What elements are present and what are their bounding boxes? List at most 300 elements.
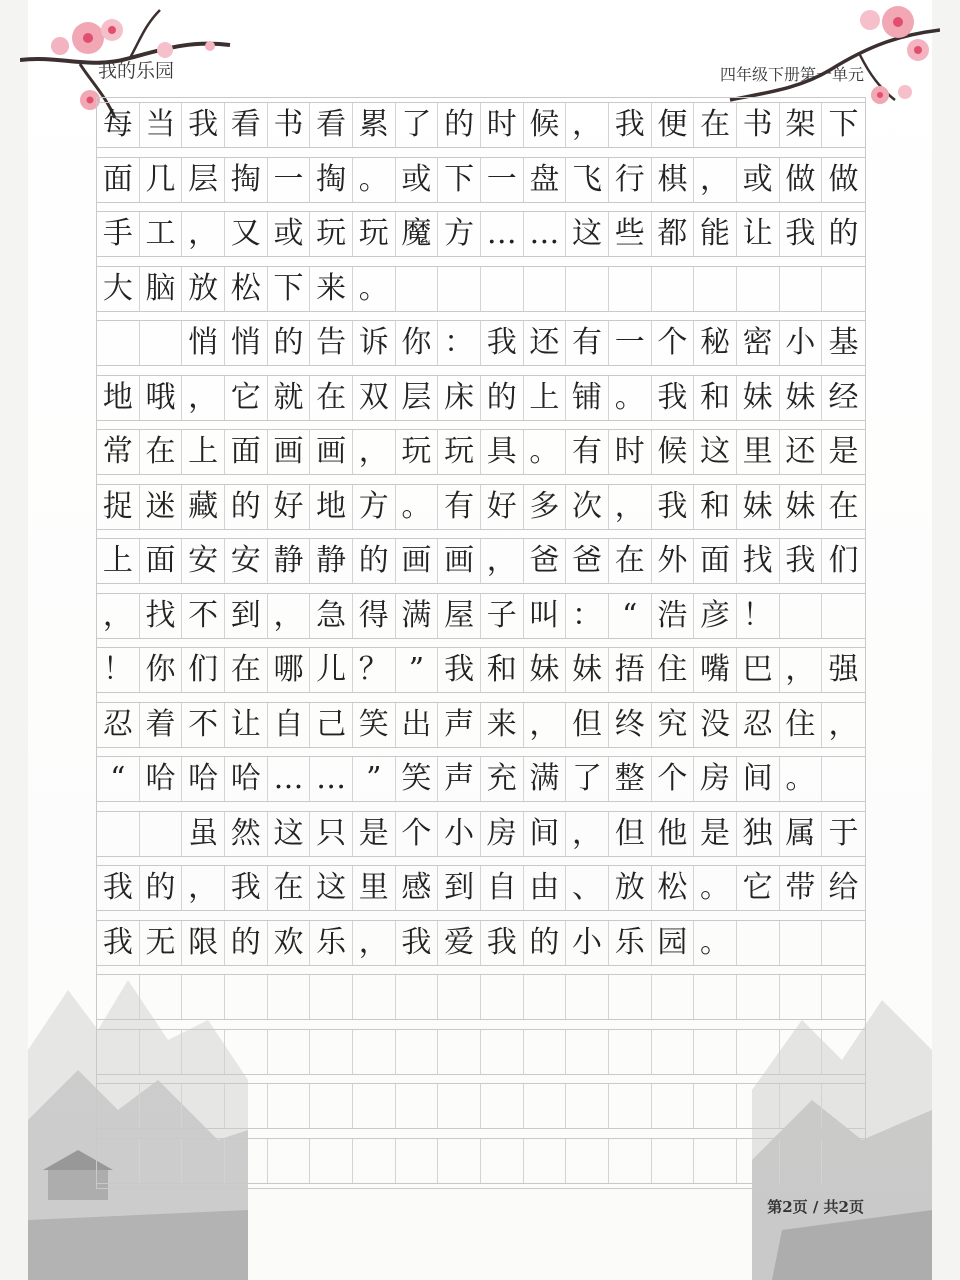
grid-cell: 出 (396, 703, 439, 747)
grid-cell: 是 (353, 812, 396, 856)
grid-row (97, 811, 865, 857)
grid-cell: 诉 (353, 321, 396, 365)
grid-cell: 时 (609, 430, 652, 474)
grid-cell: 不 (182, 703, 225, 747)
grid-cell: 妹 (780, 485, 823, 529)
grid-cell: 由 (524, 866, 567, 910)
grid-cell: 的 (438, 103, 481, 147)
grid-cell: 子 (481, 594, 524, 638)
grid-cell: 终 (609, 703, 652, 747)
grid-cell (822, 757, 865, 801)
grid-cell (780, 1084, 823, 1128)
grid-cell: 密 (737, 321, 780, 365)
grid-cell: 地 (310, 485, 353, 529)
grid-cell: 得 (353, 594, 396, 638)
grid-cell: 我 (481, 321, 524, 365)
grid-cell: 基 (828, 325, 859, 360)
grid-cell (652, 1084, 695, 1128)
grid-cell: 无 (140, 921, 183, 965)
grid-cell: 房 (694, 757, 737, 801)
grid-row (97, 974, 865, 1020)
grid-cell: 找 (737, 539, 780, 583)
grid-cell: ， (566, 103, 609, 147)
grid-cell (481, 1084, 524, 1128)
grid-cell: 们 (828, 543, 859, 578)
grid-cell: 盘 (524, 158, 567, 202)
grid-cell: 虽 (182, 812, 225, 856)
page-indicator: 第2页 / 共2页 (767, 1198, 864, 1216)
grid-cell: 魔 (396, 212, 439, 256)
grid-cell: ” (353, 757, 396, 801)
grid-cell: 下 (828, 107, 859, 142)
grid-row (97, 865, 865, 911)
grid-cell: 候 (524, 103, 567, 147)
grid-cell: 下 (438, 158, 481, 202)
grid-cell: ， (694, 158, 737, 202)
grid-cell: 方 (353, 485, 396, 529)
grid-cell (396, 267, 439, 311)
grid-cell: 次 (566, 485, 609, 529)
grid-cell: … (310, 757, 353, 801)
grid-cell (780, 921, 823, 965)
grid-cell: 我 (780, 212, 823, 256)
grid-cell (694, 975, 737, 1019)
grid-cell (524, 1084, 567, 1128)
grid-cell: 。 (780, 757, 823, 801)
grid-cell: 方 (438, 212, 481, 256)
grid-cell: ， (481, 539, 524, 583)
grid-cell: 间 (524, 812, 567, 856)
grid-cell: 笑 (396, 757, 439, 801)
grid-cell (396, 1139, 439, 1183)
grid-cell (822, 267, 865, 311)
grid-cell (524, 975, 567, 1019)
grid-cell: 妹 (737, 376, 780, 420)
grid-cell (694, 1084, 737, 1128)
grid-cell: 。 (353, 158, 396, 202)
grid-cell: 儿 (310, 648, 353, 692)
grid-cell: 一 (609, 321, 652, 365)
unit-label: 四年级下册第一单元 (719, 65, 864, 84)
grid-cell: 他 (652, 812, 695, 856)
grid-cell: 一 (268, 158, 311, 202)
grid-cell: 就 (268, 376, 311, 420)
grid-cell (225, 975, 268, 1019)
grid-cell (182, 1139, 225, 1183)
grid-cell (737, 1139, 780, 1183)
grid-cell: 乐 (310, 921, 353, 965)
grid-cell: 面 (694, 539, 737, 583)
grid-cell: 又 (225, 212, 268, 256)
grid-cell: 画 (438, 539, 481, 583)
grid-cell: 你 (140, 648, 183, 692)
grid-cell: 感 (396, 866, 439, 910)
grid-cell: 忍 (97, 703, 140, 747)
grid-cell: 当 (140, 103, 183, 147)
grid-cell (566, 267, 609, 311)
grid-cell: 和 (694, 485, 737, 529)
grid-cell: 书 (737, 103, 780, 147)
grid-cell: ！ (97, 648, 140, 692)
grid-cell: 工 (140, 212, 183, 256)
grid-cell (652, 1139, 695, 1183)
grid-cell: 我 (97, 921, 140, 965)
grid-cell: ” (396, 648, 439, 692)
grid-cell: 一 (481, 158, 524, 202)
grid-cell: 我 (652, 376, 695, 420)
grid-cell: 了 (566, 757, 609, 801)
grid-cell: 着 (140, 703, 183, 747)
grid-cell: 行 (609, 158, 652, 202)
grid-cell: 时 (481, 103, 524, 147)
grid-cell (225, 1030, 268, 1074)
grid-cell: 妹 (566, 648, 609, 692)
grid-cell: 这 (310, 866, 353, 910)
grid-cell (353, 1139, 396, 1183)
grid-cell: ， (609, 485, 652, 529)
grid-cell (737, 1030, 780, 1074)
grid-cell: 哈 (140, 757, 183, 801)
grid-cell: 巴 (737, 648, 780, 692)
grid-cell: 的 (268, 321, 311, 365)
grid-cell: 是 (694, 812, 737, 856)
grid-cell: 双 (353, 376, 396, 420)
grid-cell: 铺 (566, 376, 609, 420)
grid-cell (481, 1139, 524, 1183)
grid-row (97, 647, 865, 693)
grid-cell: 我 (609, 103, 652, 147)
grid-cell: 面 (140, 539, 183, 583)
grid-cell (97, 1139, 140, 1183)
grid-cell: 在 (268, 866, 311, 910)
grid-row (97, 157, 865, 203)
grid-cell: 园 (652, 921, 695, 965)
grid-cell: 小 (566, 921, 609, 965)
grid-cell: ， (353, 430, 396, 474)
grid-cell: 经 (828, 379, 859, 415)
grid-cell: ， (780, 648, 823, 692)
grid-cell: 飞 (566, 158, 609, 202)
grid-cell: 、 (566, 866, 609, 910)
grid-cell: 多 (524, 485, 567, 529)
grid-cell (97, 1030, 140, 1074)
grid-cell (396, 1084, 439, 1128)
grid-cell: 到 (438, 866, 481, 910)
grid-cell: … (268, 757, 311, 801)
grid-cell: 房 (481, 812, 524, 856)
grid-cell: 的 (140, 866, 183, 910)
grid-cell: 在 (828, 488, 859, 524)
grid-cell: 架 (780, 103, 823, 147)
grid-cell: 我 (182, 103, 225, 147)
grid-cell: 脑 (140, 267, 183, 311)
grid-row (97, 320, 865, 366)
grid-cell (268, 1030, 311, 1074)
grid-cell: 捂 (609, 648, 652, 692)
grid-cell (822, 1030, 865, 1074)
grid-row (97, 429, 865, 475)
grid-cell: 。 (609, 376, 652, 420)
grid-cell: 的 (225, 485, 268, 529)
grid-cell: ， (182, 376, 225, 420)
grid-cell: 带 (780, 866, 823, 910)
grid-cell (140, 1139, 183, 1183)
grid-cell: 玩 (310, 212, 353, 256)
grid-cell: 便 (652, 103, 695, 147)
grid-cell (566, 1030, 609, 1074)
grid-cell: 自 (481, 866, 524, 910)
grid-cell (140, 1084, 183, 1128)
grid-cell: 常 (97, 430, 140, 474)
grid-cell: 整 (609, 757, 652, 801)
grid-cell: 爸 (566, 539, 609, 583)
grid-cell (310, 1084, 353, 1128)
grid-cell: 外 (652, 539, 695, 583)
grid-cell: ， (182, 212, 225, 256)
grid-cell: 或 (268, 212, 311, 256)
grid-cell: 们 (182, 648, 225, 692)
grid-cell: ， (268, 594, 311, 638)
grid-cell: 妹 (780, 376, 823, 420)
grid-cell: 松 (652, 866, 695, 910)
grid-cell (737, 267, 780, 311)
grid-cell: 面 (225, 430, 268, 474)
grid-cell (268, 975, 311, 1019)
grid-cell (97, 321, 140, 365)
grid-cell: 每 (97, 103, 140, 147)
grid-cell: 是 (828, 434, 859, 469)
grid-cell (737, 1084, 780, 1128)
grid-cell: 在 (310, 376, 353, 420)
grid-cell: 在 (609, 539, 652, 583)
grid-cell: 能 (694, 212, 737, 256)
grid-cell (609, 975, 652, 1019)
grid-cell: 累 (353, 103, 396, 147)
grid-cell: 有 (566, 321, 609, 365)
grid-cell: 了 (396, 103, 439, 147)
grid-cell (438, 975, 481, 1019)
grid-cell: 这 (566, 212, 609, 256)
grid-cell: … (524, 212, 567, 256)
grid-cell (822, 975, 865, 1019)
grid-cell: 住 (652, 648, 695, 692)
grid-cell: 叫 (524, 594, 567, 638)
grid-cell (140, 812, 183, 856)
grid-cell: 。 (524, 430, 567, 474)
grid-cell: 但 (609, 812, 652, 856)
grid-cell: 妹 (524, 648, 567, 692)
grid-cell (481, 267, 524, 311)
grid-cell (353, 1030, 396, 1074)
grid-cell: 的 (353, 539, 396, 583)
grid-cell: 充 (481, 757, 524, 801)
grid-cell: 但 (566, 703, 609, 747)
grid-cell: 迷 (140, 485, 183, 529)
grid-cell: 它 (737, 866, 780, 910)
grid-cell: 做 (780, 158, 823, 202)
grid-cell: 玩 (353, 212, 396, 256)
grid-cell: 层 (182, 158, 225, 202)
grid-cell (310, 1030, 353, 1074)
grid-cell: 几 (140, 158, 183, 202)
grid-cell: 或 (737, 158, 780, 202)
grid-row (97, 266, 865, 312)
grid-cell (310, 975, 353, 1019)
grid-cell: 欢 (268, 921, 311, 965)
grid-cell (609, 1030, 652, 1074)
grid-cell: 静 (268, 539, 311, 583)
grid-cell (140, 1030, 183, 1074)
grid-cell: 看 (310, 103, 353, 147)
grid-cell (566, 1139, 609, 1183)
grid-cell: 秘 (694, 321, 737, 365)
grid-cell: 的 (481, 376, 524, 420)
grid-cell: 我 (225, 866, 268, 910)
grid-cell: 究 (652, 703, 695, 747)
grid-row (97, 1138, 865, 1184)
grid-cell: 限 (182, 921, 225, 965)
grid-cell: 彦 (694, 594, 737, 638)
grid-cell (780, 975, 823, 1019)
grid-cell: 来 (310, 267, 353, 311)
grid-cell: 地 (97, 376, 140, 420)
grid-cell (524, 267, 567, 311)
grid-cell: 乐 (609, 921, 652, 965)
grid-cell: 间 (737, 757, 780, 801)
grid-cell: 不 (182, 594, 225, 638)
grid-cell: 玩 (438, 430, 481, 474)
grid-cell: 笑 (353, 703, 396, 747)
grid-cell (822, 1084, 865, 1128)
grid-cell: 面 (97, 158, 140, 202)
grid-cell: 强 (828, 652, 859, 687)
grid-cell: 上 (182, 430, 225, 474)
grid-cell: 它 (225, 376, 268, 420)
grid-cell (822, 594, 865, 638)
grid-cell (438, 267, 481, 311)
grid-cell: 书 (268, 103, 311, 147)
grid-cell: 玩 (396, 430, 439, 474)
grid-cell: 画 (268, 430, 311, 474)
grid-cell: 好 (268, 485, 311, 529)
grid-cell: 我 (481, 921, 524, 965)
grid-cell: 我 (652, 485, 695, 529)
grid-row (97, 593, 865, 639)
grid-cell (140, 975, 183, 1019)
grid-row (97, 484, 865, 530)
grid-cell: 满 (524, 757, 567, 801)
grid-cell (652, 1030, 695, 1074)
grid-row (97, 538, 865, 584)
grid-cell: ？ (353, 648, 396, 692)
grid-cell: 的 (225, 921, 268, 965)
grid-cell (524, 1030, 567, 1074)
grid-row (97, 1029, 865, 1075)
grid-cell: 悄 (225, 321, 268, 365)
grid-cell: 些 (609, 212, 652, 256)
grid-cell: 我 (97, 866, 140, 910)
grid-cell: 满 (396, 594, 439, 638)
grid-cell (652, 975, 695, 1019)
grid-cell: 独 (737, 812, 780, 856)
grid-cell: 和 (481, 648, 524, 692)
grid-cell (396, 975, 439, 1019)
grid-cell: 在 (225, 648, 268, 692)
grid-cell (780, 267, 823, 311)
grid-cell: 好 (481, 485, 524, 529)
grid-cell: 掏 (310, 158, 353, 202)
grid-cell: 放 (609, 866, 652, 910)
grid-row (97, 1083, 865, 1129)
grid-cell: 找 (140, 594, 183, 638)
grid-cell (481, 1030, 524, 1074)
grid-row (97, 102, 865, 148)
grid-cell (353, 975, 396, 1019)
grid-cell: ， (353, 921, 396, 965)
essay-title: 我的乐园 (98, 60, 175, 82)
grid-cell (737, 921, 780, 965)
grid-cell: 属 (780, 812, 823, 856)
grid-cell (225, 1139, 268, 1183)
grid-cell: 没 (694, 703, 737, 747)
grid-cell: 床 (438, 376, 481, 420)
grid-cell: ， (182, 866, 225, 910)
grid-cell (97, 1084, 140, 1128)
grid-cell: 妹 (737, 485, 780, 529)
grid-cell: 哪 (268, 648, 311, 692)
grid-cell: 这 (694, 430, 737, 474)
grid-cell: 个 (396, 812, 439, 856)
grid-cell (694, 1139, 737, 1183)
grid-cell: 然 (225, 812, 268, 856)
grid-cell: 我 (396, 921, 439, 965)
grid-cell (396, 1030, 439, 1074)
grid-cell: 手 (97, 212, 140, 256)
grid-cell (310, 1139, 353, 1183)
grid-cell: 。 (353, 267, 396, 311)
grid-cell: 我 (780, 539, 823, 583)
grid-cell: 都 (652, 212, 695, 256)
grid-cell: 松 (225, 267, 268, 311)
grid-cell: 和 (694, 376, 737, 420)
grid-cell: “ (97, 757, 140, 801)
grid-cell: 哦 (140, 376, 183, 420)
grid-cell: 爱 (438, 921, 481, 965)
grid-cell: 小 (438, 812, 481, 856)
grid-cell: “ (609, 594, 652, 638)
grid-cell: 住 (780, 703, 823, 747)
grid-cell: ， (828, 706, 859, 742)
grid-cell (268, 1084, 311, 1128)
grid-cell (481, 975, 524, 1019)
grid-cell: 层 (396, 376, 439, 420)
grid-cell: 具 (481, 430, 524, 474)
grid-cell (353, 1084, 396, 1128)
grid-cell: 忍 (737, 703, 780, 747)
grid-cell: 候 (652, 430, 695, 474)
grid-cell: 于 (828, 815, 859, 851)
grid-cell (822, 921, 865, 965)
grid-cell: 己 (310, 703, 353, 747)
grid-cell: ， (524, 703, 567, 747)
grid-cell: 安 (225, 539, 268, 583)
grid-cell (225, 1084, 268, 1128)
grid-cell: 。 (396, 485, 439, 529)
grid-cell: 小 (780, 321, 823, 365)
grid-cell: 在 (140, 430, 183, 474)
grid-cell: 。 (694, 866, 737, 910)
grid-cell: 棋 (652, 158, 695, 202)
